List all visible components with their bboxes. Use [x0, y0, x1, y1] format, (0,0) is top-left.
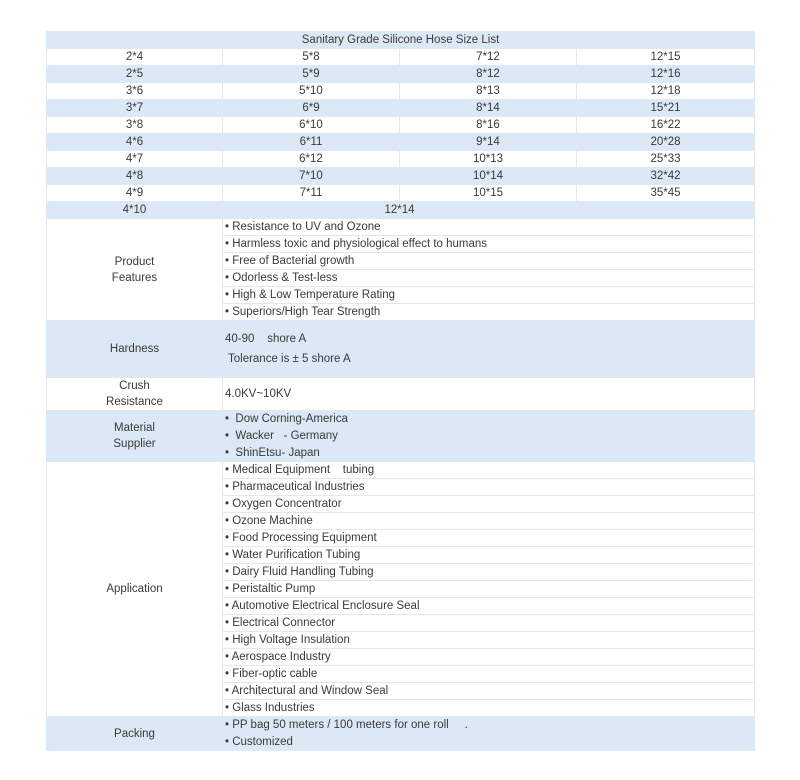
- material-item: • ShinEtsu- Japan: [223, 445, 755, 462]
- size-cell: 6*9: [223, 100, 400, 117]
- size-cell: 8*12: [400, 66, 577, 83]
- application-item: • Peristaltic Pump: [223, 581, 755, 598]
- spec-table-container: [46, 31, 754, 751]
- feature-item: • High & Low Temperature Rating: [223, 287, 755, 304]
- size-cell: 8*13: [400, 83, 577, 100]
- application-item: • Oxygen Concentrator: [223, 496, 755, 513]
- material-row: [47, 411, 755, 428]
- size-cell: 2*5: [47, 66, 223, 83]
- crush-label-line2: Resistance: [106, 396, 163, 408]
- crush-label-line1: Crush: [119, 380, 150, 392]
- size-row: [47, 100, 755, 117]
- application-item: • Architectural and Window Seal: [223, 683, 755, 700]
- size-cell: 2*4: [47, 49, 223, 66]
- size-cell: 35*45: [577, 185, 755, 202]
- material-item: • Wacker - Germany: [223, 428, 755, 445]
- table-title-row: [47, 32, 755, 49]
- size-cell: 4*8: [47, 168, 223, 185]
- hose-spec-table: [46, 31, 755, 751]
- size-cell: 5*10: [223, 83, 400, 100]
- size-cell: 16*22: [577, 117, 755, 134]
- application-item: • Automotive Electrical Enclosure Seal: [223, 598, 755, 615]
- size-cell: 3*7: [47, 100, 223, 117]
- size-cell: 20*28: [577, 134, 755, 151]
- size-cell: 3*6: [47, 83, 223, 100]
- size-row: [47, 49, 755, 66]
- size-cell: 12*18: [577, 83, 755, 100]
- material-label-line1: Material: [114, 422, 155, 434]
- size-row: [47, 117, 755, 134]
- size-cell: 3*8: [47, 117, 223, 134]
- feature-item: • Harmless toxic and physiological effect to humans: [223, 236, 755, 253]
- application-item: • Pharmaceutical Industries: [223, 479, 755, 496]
- size-cell: 12*14: [223, 202, 577, 219]
- packing-label: Packing: [47, 717, 223, 751]
- size-row: [47, 151, 755, 168]
- crush-row: [47, 378, 755, 411]
- size-cell: 4*7: [47, 151, 223, 168]
- application-item: • Glass Industries: [223, 700, 755, 717]
- size-cell: 15*21: [577, 100, 755, 117]
- size-cell: 32*42: [577, 168, 755, 185]
- packing-row: [47, 717, 755, 734]
- size-cell: 6*12: [223, 151, 400, 168]
- application-item: • Aerospace Industry: [223, 649, 755, 666]
- empty-cell: [577, 202, 755, 219]
- size-cell: 9*14: [400, 134, 577, 151]
- size-cell: 12*16: [577, 66, 755, 83]
- material-item: • Dow Corning-America: [223, 411, 755, 428]
- size-cell: 6*11: [223, 134, 400, 151]
- table-title: Sanitary Grade Silicone Hose Size List: [47, 32, 755, 49]
- application-item: • Medical Equipment tubing: [223, 462, 755, 479]
- size-row: [47, 134, 755, 151]
- features-label-line2: Features: [111, 271, 158, 284]
- features-label: [47, 219, 223, 321]
- size-cell: 25*33: [577, 151, 755, 168]
- feature-item: • Resistance to UV and Ozone: [223, 219, 755, 236]
- application-item: • Food Processing Equipment: [223, 530, 755, 547]
- size-cell: 5*9: [223, 66, 400, 83]
- application-item: • Ozone Machine: [223, 513, 755, 530]
- packing-item: • Customized: [223, 734, 755, 751]
- size-cell: 8*16: [400, 117, 577, 134]
- hardness-line2: Tolerance is ± 5 shore A: [225, 353, 351, 365]
- application-item: • Fiber-optic cable: [223, 666, 755, 683]
- application-label: Application: [47, 462, 223, 717]
- material-label-line2: Supplier: [113, 438, 156, 450]
- size-cell: 12*15: [577, 49, 755, 66]
- size-row: [47, 168, 755, 185]
- application-item: • High Voltage Insulation: [223, 632, 755, 649]
- size-row-last: [47, 202, 755, 219]
- hardness-value: [223, 321, 755, 378]
- material-label: [47, 411, 223, 462]
- size-cell: 5*8: [223, 49, 400, 66]
- crush-label: [47, 378, 223, 411]
- size-cell: 10*13: [400, 151, 577, 168]
- features-row: [47, 219, 755, 236]
- feature-item: • Superiors/High Tear Strength: [223, 304, 755, 321]
- hardness-row: [47, 321, 755, 378]
- size-cell: 10*14: [400, 168, 577, 185]
- size-cell: 7*12: [400, 49, 577, 66]
- size-cell: 4*10: [47, 202, 223, 219]
- size-cell: 4*6: [47, 134, 223, 151]
- size-cell: 8*14: [400, 100, 577, 117]
- application-item: • Water Purification Tubing: [223, 547, 755, 564]
- size-cell: 4*9: [47, 185, 223, 202]
- application-item: • Electrical Connector: [223, 615, 755, 632]
- crush-value: 4.0KV~10KV: [223, 378, 755, 411]
- size-cell: 10*15: [400, 185, 577, 202]
- size-row: [47, 185, 755, 202]
- size-row: [47, 83, 755, 100]
- application-item: • Dairy Fluid Handling Tubing: [223, 564, 755, 581]
- size-cell: 7*11: [223, 185, 400, 202]
- features-label-line1: Product: [114, 255, 155, 268]
- packing-item: • PP bag 50 meters / 100 meters for one roll .: [223, 717, 755, 734]
- hardness-label: Hardness: [47, 321, 223, 378]
- feature-item: • Odorless & Test-less: [223, 270, 755, 287]
- application-row: [47, 462, 755, 479]
- size-row: [47, 66, 755, 83]
- size-cell: 7*10: [223, 168, 400, 185]
- size-cell: 6*10: [223, 117, 400, 134]
- feature-item: • Free of Bacterial growth: [223, 253, 755, 270]
- hardness-line1: 40-90 shore A: [225, 333, 307, 345]
